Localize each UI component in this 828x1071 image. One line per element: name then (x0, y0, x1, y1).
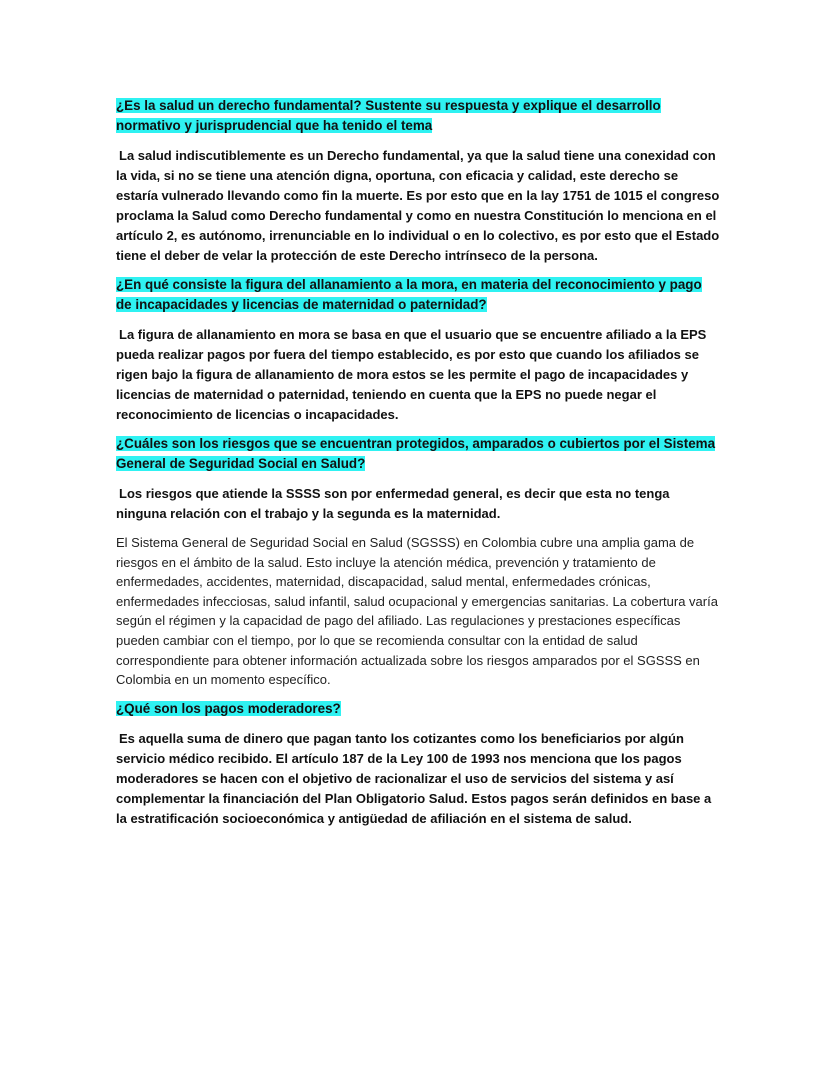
question-4-text: ¿Qué son los pagos moderadores? (116, 700, 341, 716)
answer-4: Es aquella suma de dinero que pagan tanto los cotizantes como los beneficiarios por algún servicio médico recibido. El artículo 187 de la Ley 100 de 1993 nos menciona que los pagos moderadores se hacen con el objetivo de racionalizar el uso de servicios del sistema y así complementar la financiación del Plan Obligatorio Salud. Estos pagos serán definidos en base a la estratificación socioeconómica y antigüedad de afiliación en el sistema de salud. (116, 730, 712, 826)
question-4 (116, 699, 720, 719)
answer-2: La figura de allanamiento en mora se basa en que el usuario que se encuentre afiliado a la EPS pueda realizar pagos por fuera del tiempo establecido, es por esto que cuando los afiliados se rigen bajo la figura de allanamiento de mora estos se les permite el pago de incapacidades y licencias de maternidad o paternidad, teniendo en cuenta que la EPS no puede negar el reconocimiento de licencias o incapacidades. (116, 327, 707, 422)
question-2 (116, 275, 720, 315)
question-1-text: ¿Es la salud un derecho fundamental? Sustente su respuesta y explique el desarrollo normativo y jurisprudencial que ha tenido el tema (116, 98, 661, 133)
answer-3-extra: El Sistema General de Seguridad Social en Salud (SGSSS) en Colombia cubre una amplia gama de riesgos en el ámbito de la salud. Esto incluye la atención médica, prevención y tratamiento de enfermedades, accidentes, maternidad, discapacidad, salud mental, enfermedades crónicas, enfermedades infecciosas, salud infantil, salud ocupacional y emergencias sanitarias. La cobertura varía según el régimen y la capacidad de pago del afiliado. Las regulaciones y prestaciones específicas pueden cambiar con el tiempo, por lo que se recomienda consultar con la entidad de salud correspondiente para obtener información actualizada sobre los riesgos amparados por el SGSSS en Colombia en un momento específico. (116, 535, 718, 688)
document-page (116, 96, 720, 838)
question-3-text: ¿Cuáles son los riesgos que se encuentran protegidos, amparados o cubiertos por el Sistema General de Seguridad Social en Salud? (116, 436, 716, 471)
question-1 (116, 96, 720, 136)
answer-3: Los riesgos que atiende la SSSS son por enfermedad general, es decir que esta no tenga ninguna relación con el trabajo y la segunda es la maternidad. (116, 486, 670, 521)
question-3 (116, 434, 720, 474)
answer-1: La salud indiscutiblemente es un Derecho fundamental, ya que la salud tiene una conexidad con la vida, si no se tiene una atención digna, oportuna, con eficacia y calidad, este derecho se estaría vulnerado llevando como fin la muerte. Es por esto que en la lay 1751 de 1015 el congreso proclama la Salud como Derecho fundamental y como en nuestra Constitución lo menciona en el artículo 2, es autónomo, irrenunciable en lo individual o en lo colectivo, es por esto que el Estado tiene el deber de velar la protección de este Derecho intrínseco de la persona. (116, 148, 720, 263)
question-2-text: ¿En qué consiste la figura del allanamiento a la mora, en materia del reconocimiento y pago de incapacidades y licencias de maternidad o paternidad? (116, 277, 702, 312)
